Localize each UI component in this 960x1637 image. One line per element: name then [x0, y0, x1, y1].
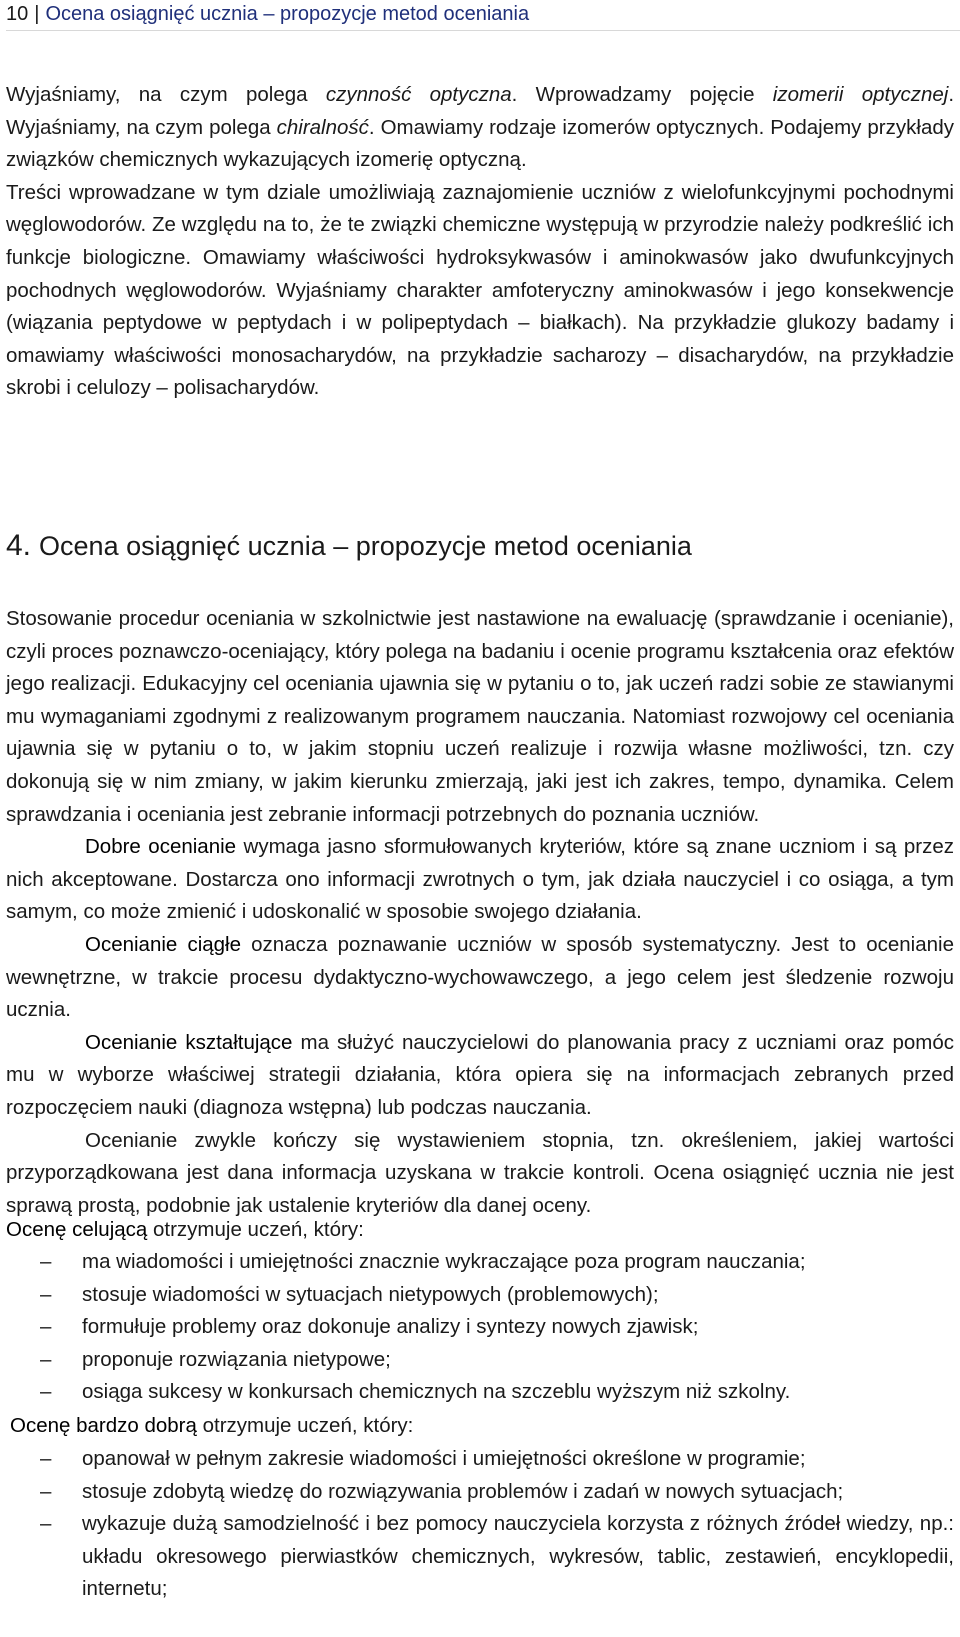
italic-term: chiralność — [276, 115, 369, 139]
body-paragraph-4 — [6, 1027, 954, 1125]
italic-term: czynność optyczna — [325, 83, 512, 106]
text-run: ma służyć nauczycielowi do planowania pracy z uczniami oraz pomóc mu w wyborze właściwej strategii działania, która opiera się na informacjach zebranych przed rozpoczęciem nauki (diagnoza wstępna) lub podczas nauczania. — [6, 1030, 954, 1119]
text-run: . Wyjaśniamy, na czym polega — [6, 83, 955, 139]
list-item — [6, 1476, 954, 1509]
grade-bardzo-dobra-list — [6, 1443, 954, 1606]
list-item-text: opanował w pełnym zakresie wiadomości i umiejętności określone w programie; — [82, 1447, 806, 1470]
section-title: Ocena osiągnięć ucznia – propozycje metod oceniania — [39, 531, 692, 561]
dash-bullet: – — [40, 1250, 52, 1273]
running-title: Ocena osiągnięć ucznia – propozycje metod oceniania — [45, 3, 530, 25]
list-item-text: formułuje problemy oraz dokonuje analizy i syntezy nowych zjawisk; — [82, 1315, 699, 1339]
grade-celujaca-heading — [6, 1214, 364, 1247]
text-run: . Wprowadzamy pojęcie — [511, 83, 773, 106]
intro-section — [6, 79, 954, 405]
text-run: . Omawiamy rodzaje izomerów optycznych. Podajemy przykłady związków chemicznych wykazujących izomerię optyczną. — [6, 115, 954, 172]
dash-bullet: – — [40, 1282, 52, 1306]
dash-bullet: – — [40, 1479, 52, 1503]
list-item — [6, 1344, 954, 1377]
list-item-text: stosuje zdobytą wiedzę do rozwiązywania problemów i zadań w nowych sytuacjach; — [82, 1479, 844, 1503]
text-run: oznacza poznawanie uczniów w sposób systematyczny. Jest to ocenianie wewnętrzne, w trakcie procesu dydaktyczno-wychowawczego, a jego celem jest śledzenie rozwoju ucznia. — [6, 932, 954, 1022]
term-ocena-celujaca: Ocenę celującą — [6, 1218, 148, 1241]
body-paragraph-3 — [6, 929, 954, 1027]
grade-bardzo-dobra-heading — [10, 1410, 413, 1443]
intro-paragraph-1 — [6, 79, 954, 177]
list-item — [6, 1311, 954, 1344]
section-heading — [6, 528, 692, 564]
list-item — [6, 1443, 954, 1476]
italic-term: izomerii optycznej — [772, 83, 949, 106]
body-paragraph-2 — [6, 831, 954, 929]
dash-bullet: – — [40, 1512, 52, 1536]
text-run: otrzymuje uczeń, który: — [196, 1414, 414, 1437]
body-paragraph-1: Stosowanie procedur oceniania w szkolnictwie jest nastawione na ewaluację (sprawdzanie i ocenianie), czyli proces poznawczo-oceniający, który polega na badaniu i ocenie programu kształcenia oraz efektów jego realizacji. Edukacyjny cel oceniania ujawnia się w pytaniu o to, jak uczeń radzi sobie ze stawianymi mu wymaganiami zgodnymi z realizowanym programem nauczania. Natomiast rozwojowy cel oceniania ujawnia się w pytaniu o to, w jakim stopniu uczeń realizuje i rozwija własne możliwości, tzn. czy dokonują się w nim zmiany, w jakim kierunku zmierzają, jaki jest ich zakres, tempo, dynamika. Celem sprawdzania i oceniania jest zebranie informacji potrzebnych do poznania uczniów. — [6, 607, 954, 826]
section-number: 4. — [6, 529, 32, 562]
term-dobre-ocenianie: Dobre ocenianie — [85, 835, 237, 859]
body-paragraph-5: Ocenianie zwykle kończy się wystawieniem stopnia, tzn. określeniem, jakiej wartości przyporządkowana jest dana informacja uzyskana w trakcie kontroli. Ocena osiągnięć ucznia nie jest sprawą prostą, podobnie jak ustalenie kryteriów dla danej oceny. — [6, 1128, 954, 1217]
list-item — [6, 1376, 954, 1409]
text-run: Wyjaśniamy, na czym polega — [6, 83, 326, 106]
list-item — [6, 1279, 954, 1312]
list-item-text: osiąga sukcesy w konkursach chemicznych na szczeblu wyższym niż szkolny. — [82, 1380, 791, 1404]
page-number: 10 — [6, 3, 29, 25]
list-item — [6, 1246, 954, 1279]
list-item-text: ma wiadomości i umiejętności znacznie wykraczające poza program nauczania; — [82, 1250, 806, 1273]
body-section — [6, 603, 954, 1222]
term-ocenianie-ciagle: Ocenianie ciągłe — [85, 932, 242, 956]
list-item — [6, 1508, 954, 1606]
text-run: otrzymuje uczeń, który: — [147, 1218, 364, 1241]
dash-bullet: – — [40, 1447, 52, 1470]
header-separator: | — [34, 3, 40, 25]
term-ocena-bardzo-dobra: Ocenę bardzo dobrą — [10, 1414, 197, 1437]
list-item-text: proponuje rozwiązania nietypowe; — [82, 1347, 391, 1371]
dash-bullet: – — [40, 1380, 52, 1404]
grade-celujaca-list — [6, 1246, 954, 1409]
list-item-text: stosuje wiadomości w sytuacjach nietypowych (problemowych); — [82, 1282, 659, 1306]
text-run: wymaga jasno sformułowanych kryteriów, które są znane uczniom i są przez nich akceptowane. Dostarcza ono informacji zwrotnych o tym, jak działa nauczyciel i co osiąga, a tym samym, co może zmienić i udoskonalić w sposobie swojego działania. — [6, 835, 955, 924]
term-ocenianie-ksztaltujace: Ocenianie kształtujące — [85, 1030, 293, 1054]
dash-bullet: – — [40, 1347, 52, 1371]
dash-bullet: – — [40, 1315, 52, 1339]
intro-paragraph-2: Treści wprowadzane w tym dziale umożliwiają zaznajomienie uczniów z wielofunkcyjnymi pochodnymi węglowodorów. Ze względu na to, że te związki chemiczne występują w przyrodzie należy podkreślić ich funkcje biologiczne. Omawiamy właściwości hydroksykwasów i aminokwasów jako dwufunkcyjnych pochodnych węglowodorów. Wyjaśniamy charakter amfoteryczny aminokwasów i jego konsekwencje (wiązania peptydowe w peptydach i w polipeptydach – białkach). Na przykładzie glukozy badamy i omawiamy właściwości monosacharydów, na przykładzie sacharozy – disacharydów, na przykładzie skrobi i celulozy – polisacharydów. — [6, 180, 954, 400]
running-header — [6, 0, 960, 31]
list-item-text: wykazuje dużą samodzielność i bez pomocy nauczyciela korzysta z różnych źródeł wiedzy, np.: układu okresowego pierwiastków chemicznych, wykresów, tablic, zestawień, encyklopedii, internetu; — [82, 1512, 954, 1601]
